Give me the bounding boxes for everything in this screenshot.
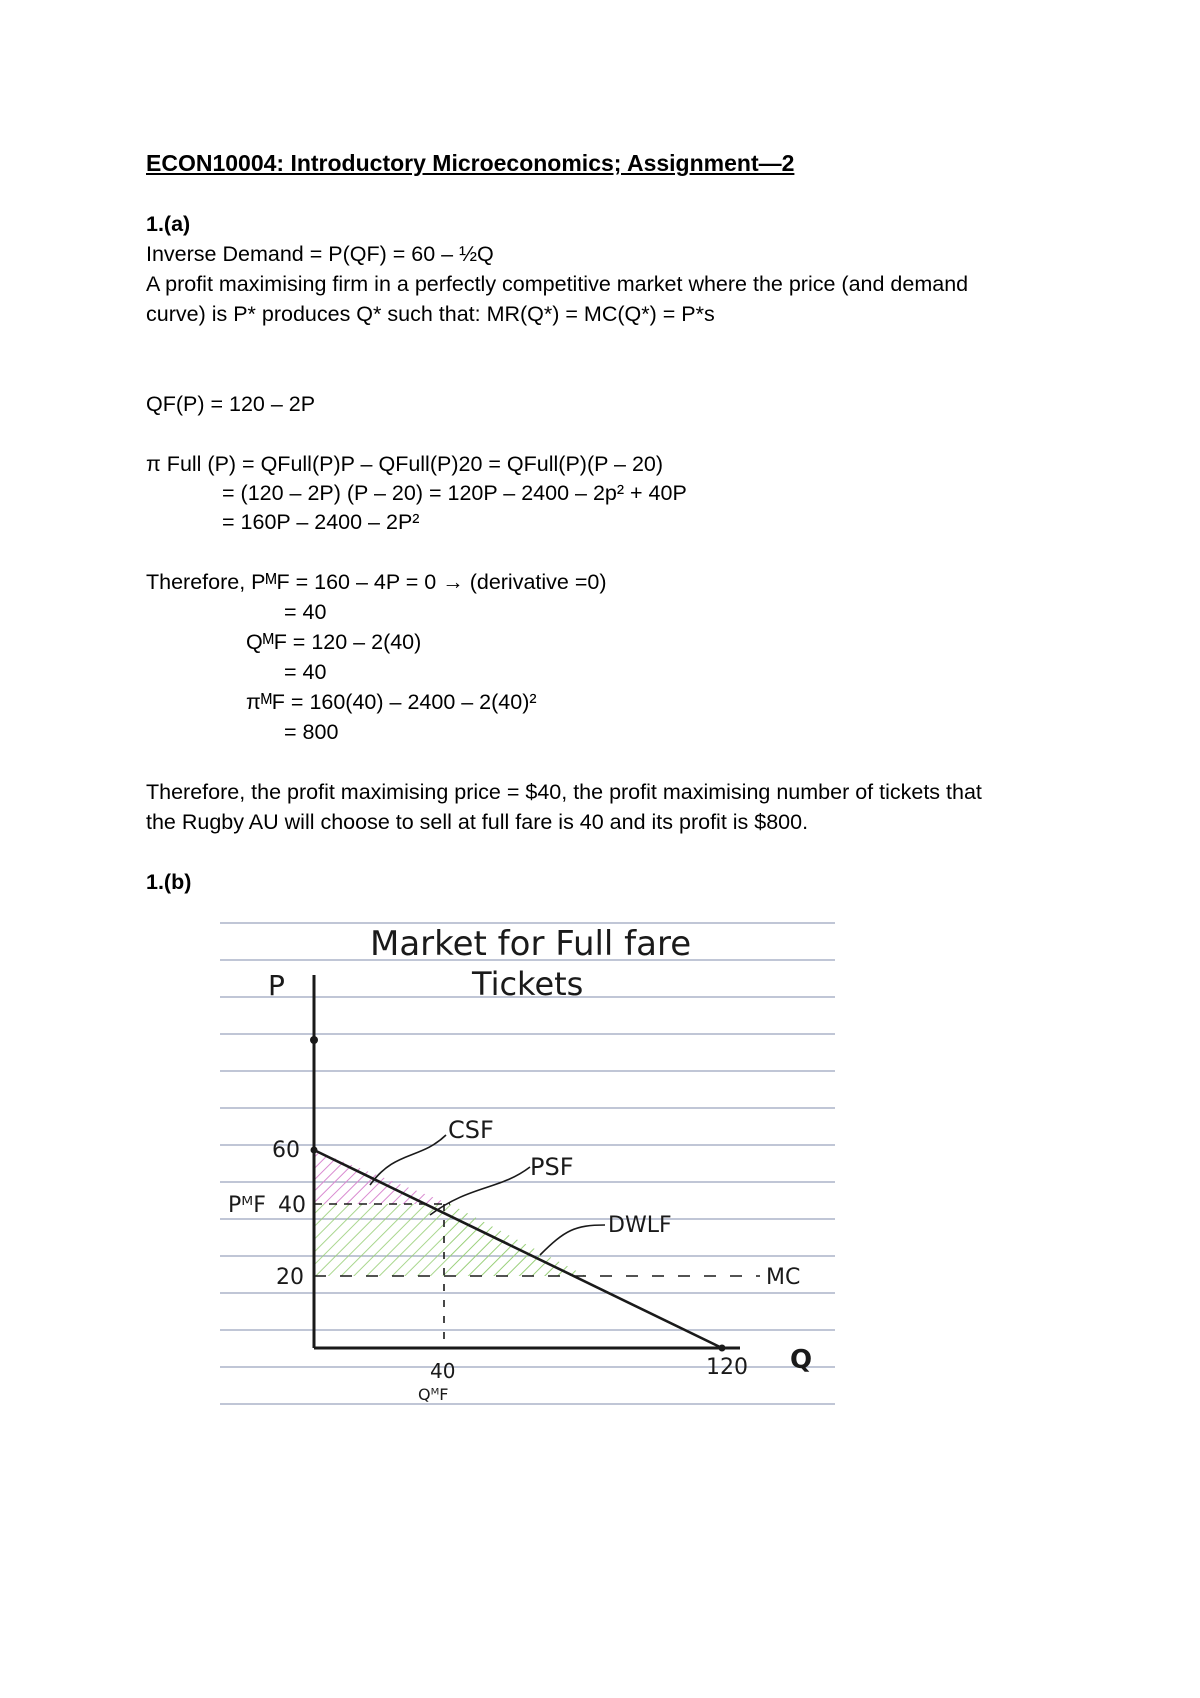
- axis-dot: [310, 1036, 318, 1044]
- tick-label-q120: 120: [706, 1355, 748, 1380]
- cs-label: CSF: [448, 1116, 494, 1144]
- graph-title-line2: Tickets: [472, 965, 584, 1003]
- quantity-result: = 40: [284, 660, 327, 684]
- derivative-line: Therefore, PᴹF = 160 – 4P = 0 → (derivative =0): [146, 570, 607, 594]
- question-1b-label: 1.(b): [146, 870, 192, 894]
- graph-title-line1: Market for Full fare: [370, 924, 692, 964]
- dwl-label: DWLF: [608, 1213, 672, 1238]
- ps-label: PSF: [530, 1153, 574, 1181]
- assignment-title: ECON10004: Introductory Microeconomics; Assignment—2: [146, 150, 795, 176]
- profit-function-line3: = 160P – 2400 – 2P²: [222, 510, 420, 534]
- conclusion-line2: the Rugby AU will choose to sell at full fare is 40 and its profit is $800.: [146, 810, 809, 834]
- tick-label-40: 40: [278, 1193, 306, 1218]
- tick-label-60: 60: [272, 1138, 300, 1163]
- question-1a-label: 1.(a): [146, 212, 191, 236]
- producer-surplus-area: [314, 1204, 450, 1276]
- dwl-leader-line: [540, 1225, 605, 1255]
- tick-label-20: 20: [276, 1265, 304, 1290]
- price-result: = 40: [284, 600, 327, 624]
- profit-function-line2: = (120 – 2P) (P – 20) = 120P – 2400 – 2p² + 40P: [222, 481, 687, 505]
- conclusion-line1: Therefore, the profit maximising price = $40, the profit maximising number of tickets that: [146, 780, 982, 804]
- quantity-equation: QᴹF = 120 – 2(40): [246, 630, 422, 654]
- quantity-intercept-dot: [719, 1345, 726, 1352]
- profit-function-line1: π Full (P) = QFull(P)P – QFull(P)20 = QFull(P)(P – 20): [146, 452, 664, 476]
- deadweight-loss-area: [450, 1204, 586, 1276]
- mc-label: MC: [766, 1265, 801, 1290]
- y-axis-label: P: [268, 969, 285, 1002]
- firm-condition-line1: A profit maximising firm in a perfectly competitive market where the price (and demand: [146, 272, 969, 296]
- inverse-demand-text: Inverse Demand = P(QF) = 60 – ½Q: [146, 242, 494, 266]
- firm-condition-line2: curve) is P* produces Q* such that: MR(Q*) = MC(Q*) = P*s: [146, 302, 715, 326]
- tick-label-q40: 40: [430, 1359, 456, 1383]
- demand-function-text: QF(P) = 120 – 2P: [146, 392, 316, 416]
- x-axis-label: Q: [790, 1345, 813, 1375]
- demand-intercept-dot: [311, 1147, 318, 1154]
- pm-label: PᴹF: [228, 1193, 266, 1218]
- profit-result: = 800: [284, 720, 339, 744]
- profit-equation: πᴹF = 160(40) – 2400 – 2(40)²: [246, 690, 537, 714]
- qm-label: QᴹF: [418, 1385, 449, 1404]
- consumer-surplus-area: [314, 1150, 450, 1204]
